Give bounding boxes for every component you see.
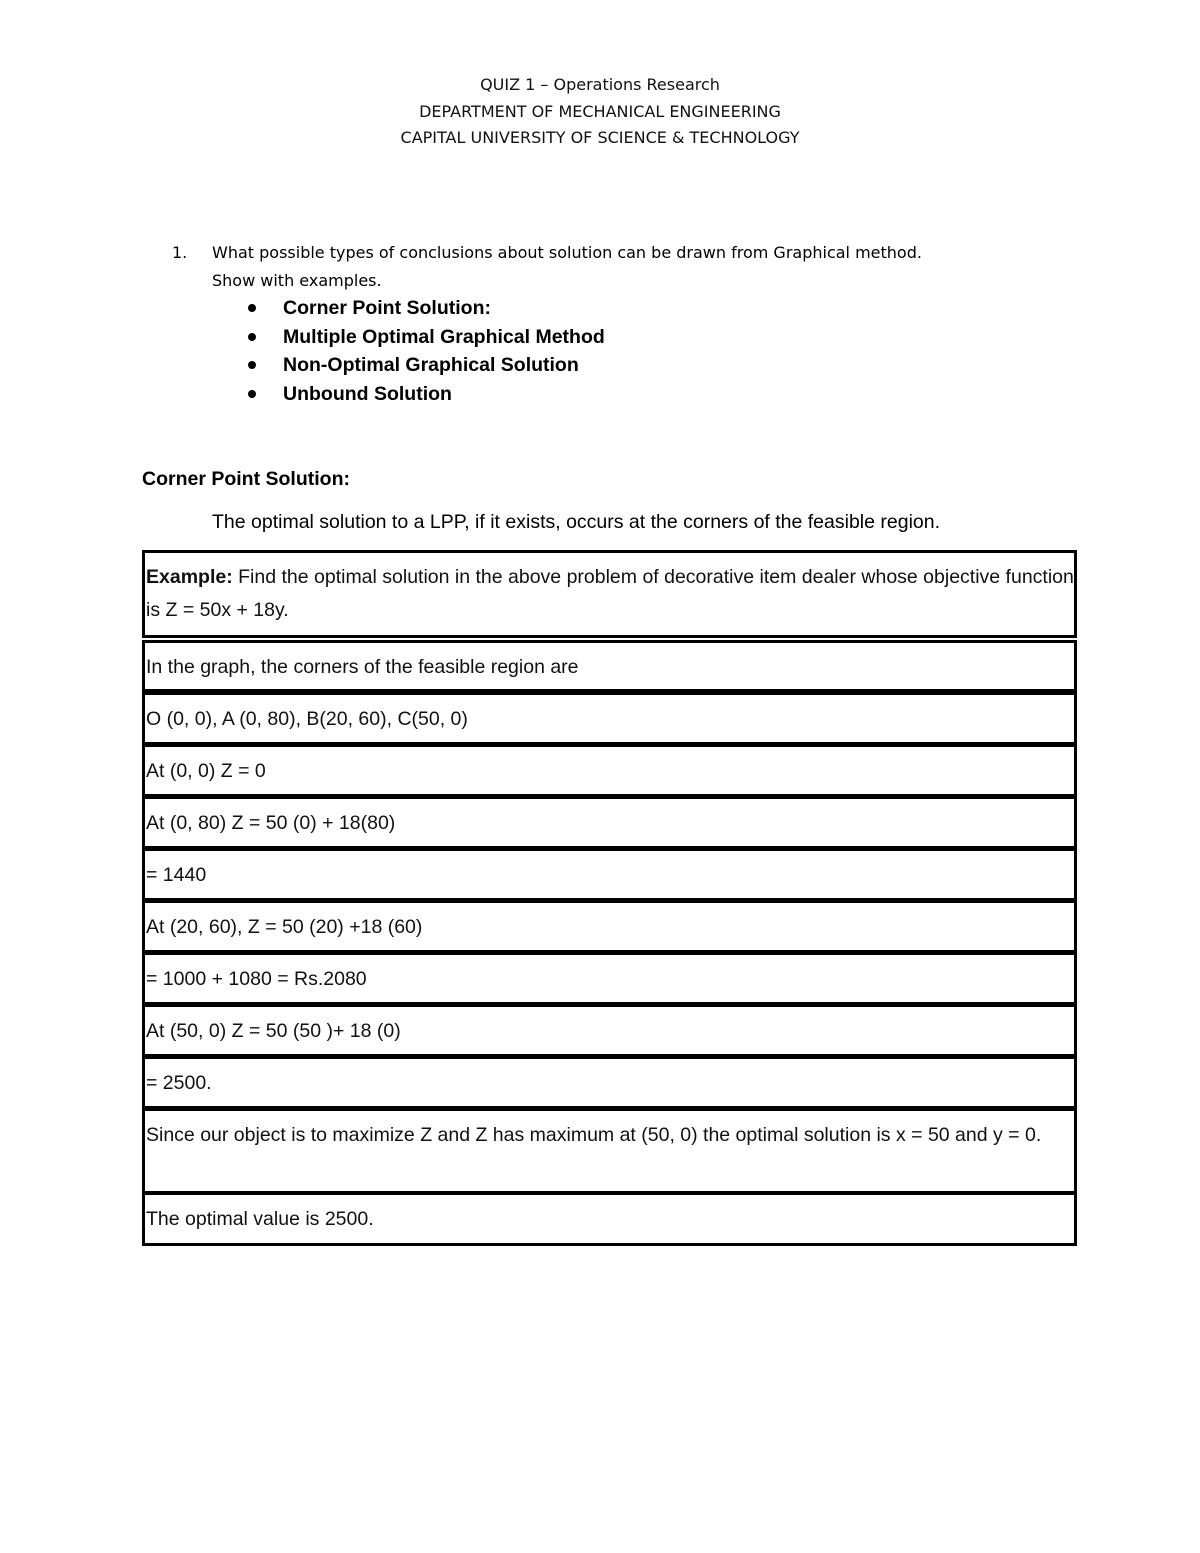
table-row: At (0, 0) Z = 0	[142, 744, 1077, 797]
table-row-example	[142, 550, 1077, 638]
table-row: The optimal value is 2500.	[142, 1192, 1077, 1246]
example-text: Find the optimal solution in the above problem of decorative item dealer whose objective function is Z = 50x + 18y.	[146, 566, 1074, 621]
solution-types-list	[243, 294, 605, 408]
table-row: In the graph, the corners of the feasible region are	[142, 640, 1077, 692]
table-row: = 2500.	[142, 1056, 1077, 1109]
table-row: At (50, 0) Z = 50 (50 )+ 18 (0)	[142, 1004, 1077, 1057]
section-intro: The optimal solution to a LPP, if it exists, occurs at the corners of the feasible region.	[212, 511, 941, 533]
question-text-line-1: What possible types of conclusions about solution can be drawn from Graphical method.	[212, 243, 922, 262]
bullet-icon	[248, 304, 256, 312]
table-row: = 1440	[142, 848, 1077, 901]
list-item: Unbound Solution	[243, 380, 605, 409]
quiz-title: QUIZ 1 – Operations Research	[480, 75, 720, 94]
table-row: Since our object is to maximize Z and Z has maximum at (50, 0) the optimal solution is x = 50 and y = 0.	[142, 1108, 1077, 1194]
list-item: Non-Optimal Graphical Solution	[243, 351, 605, 380]
question-number: 1.	[172, 243, 188, 262]
table-row: At (20, 60), Z = 50 (20) +18 (60)	[142, 900, 1077, 953]
list-item: Multiple Optimal Graphical Method	[243, 323, 605, 352]
question-1	[172, 239, 1072, 295]
question-text-line-2: Show with examples.	[212, 271, 382, 290]
section-heading: Corner Point Solution:	[142, 468, 350, 490]
table-row: = 1000 + 1080 = Rs.2080	[142, 952, 1077, 1005]
table-row: At (0, 80) Z = 50 (0) + 18(80)	[142, 796, 1077, 849]
bullet-icon	[248, 361, 256, 369]
table-row: O (0, 0), A (0, 80), B(20, 60), C(50, 0)	[142, 692, 1077, 745]
bullet-icon	[248, 390, 256, 398]
example-label: Example:	[146, 566, 233, 588]
bullet-icon	[248, 333, 256, 341]
university-name: CAPITAL UNIVERSITY OF SCIENCE & TECHNOLOGY	[400, 128, 800, 147]
list-item: Corner Point Solution:	[243, 294, 605, 323]
department-name: DEPARTMENT OF MECHANICAL ENGINEERING	[419, 101, 781, 121]
document-header	[0, 72, 1200, 152]
